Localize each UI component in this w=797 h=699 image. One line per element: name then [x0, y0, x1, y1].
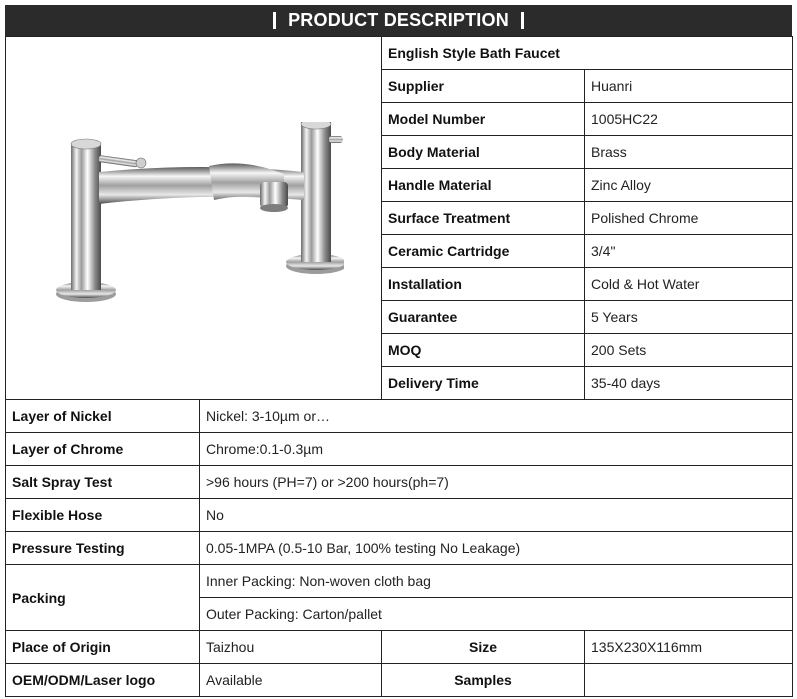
size-label: Size [382, 631, 585, 664]
row-value: Zinc Alloy [585, 169, 793, 202]
bath-faucet-image [44, 122, 344, 312]
table-row [6, 565, 793, 598]
row-value: 200 Sets [585, 334, 793, 367]
row-value: 0.05-1MPA (0.5-10 Bar, 100% testing No Leakage) [200, 532, 793, 565]
row-label: OEM/ODM/Laser logo [6, 664, 200, 697]
size-value: 135X230X116mm [585, 631, 793, 664]
title-banner [5, 5, 792, 36]
row-value: Cold & Hot Water [585, 268, 793, 301]
outer-packing-value: Outer Packing: Carton/pallet [200, 598, 793, 631]
row-value: 1005HC22 [585, 103, 793, 136]
row-label: Salt Spray Test [6, 466, 200, 499]
row-label: Place of Origin [6, 631, 200, 664]
row-value: 35-40 days [585, 367, 793, 400]
row-value: Brass [585, 136, 793, 169]
spec-table [5, 36, 793, 697]
row-label: Installation [382, 268, 585, 301]
table-row [6, 433, 793, 466]
row-label: Model Number [382, 103, 585, 136]
product-image-cell [6, 37, 382, 400]
page-title: PRODUCT DESCRIPTION [288, 10, 509, 30]
row-label: Surface Treatment [382, 202, 585, 235]
row-label: Guarantee [382, 301, 585, 334]
origin-value: Taizhou [200, 631, 382, 664]
row-label: Layer of Chrome [6, 433, 200, 466]
samples-value [585, 664, 793, 697]
row-value: Chrome:0.1-0.3µm [200, 433, 793, 466]
table-row [6, 466, 793, 499]
row-value: No [200, 499, 793, 532]
table-row [6, 499, 793, 532]
row-label: Delivery Time [382, 367, 585, 400]
table-row [6, 37, 793, 70]
row-label: Flexible Hose [6, 499, 200, 532]
packing-label: Packing [6, 565, 200, 631]
row-value: 3/4" [585, 235, 793, 268]
title-bar-left-decoration [273, 12, 276, 29]
row-label: Pressure Testing [6, 532, 200, 565]
row-label: Body Material [382, 136, 585, 169]
row-value: 5 Years [585, 301, 793, 334]
oem-value: Available [200, 664, 382, 697]
row-label: Handle Material [382, 169, 585, 202]
row-label: Ceramic Cartridge [382, 235, 585, 268]
row-value: >96 hours (PH=7) or >200 hours(ph=7) [200, 466, 793, 499]
title-bar-right-decoration [521, 12, 524, 29]
product-name: English Style Bath Faucet [382, 37, 793, 70]
table-row [6, 664, 793, 697]
inner-packing-value: Inner Packing: Non-woven cloth bag [200, 565, 793, 598]
row-label: MOQ [382, 334, 585, 367]
row-label: Supplier [382, 70, 585, 103]
row-label: Layer of Nickel [6, 400, 200, 433]
row-value: Huanri [585, 70, 793, 103]
row-value: Polished Chrome [585, 202, 793, 235]
table-row [6, 631, 793, 664]
samples-label: Samples [382, 664, 585, 697]
table-row [6, 532, 793, 565]
table-row [6, 400, 793, 433]
row-value: Nickel: 3-10µm or… [200, 400, 793, 433]
